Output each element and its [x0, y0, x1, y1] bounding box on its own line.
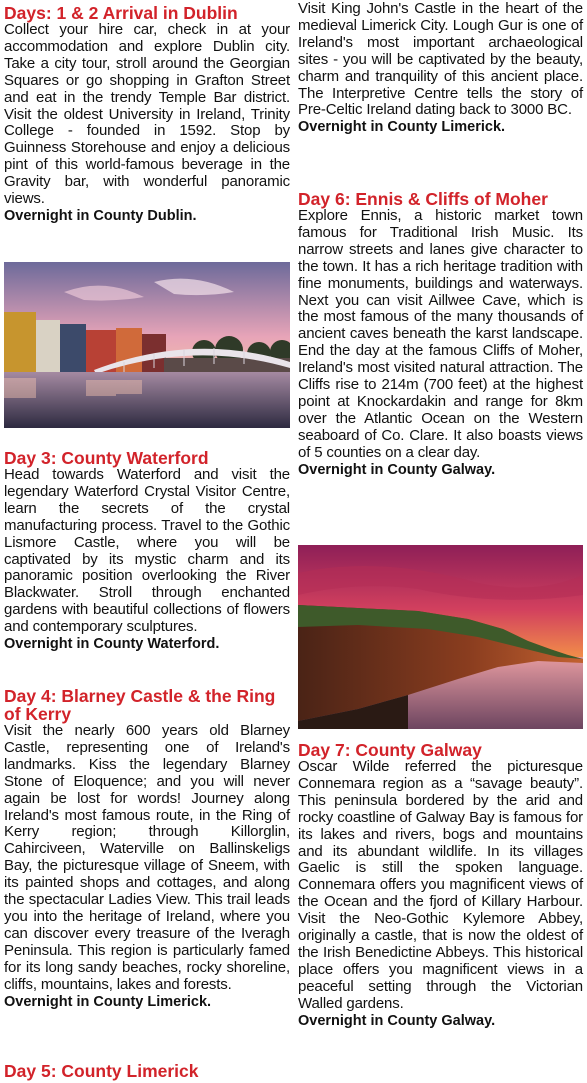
section-day-5-body [298, 1, 583, 136]
overnight-note: Overnight in County Galway. [298, 1012, 496, 1029]
section-day-6 [298, 190, 583, 479]
section-day-3 [4, 449, 290, 653]
cliffs-of-moher-photo [298, 545, 583, 729]
section-title: Day 5: County Limerick [4, 1061, 199, 1081]
overnight-note: Overnight in County Galway. [298, 461, 496, 478]
section-days-1-2 [4, 4, 290, 225]
section-body: Collect your hire car, check in at your accommodation and explore Dublin city. Take a city tour, stroll around the Georgian Squares or go shopping in Grafton Street and eat in the trendy Temple Bar district. Visit the oldest University in Ireland, Trinity College - founded in 1592. Stop by Guinness Storehouse and enjoy a delicious pint of this world-famous beverage in the Gravity bar, with wonderful panoramic views. [4, 21, 290, 208]
overnight-note: Overnight in County Waterford. [4, 636, 220, 653]
section-body: Oscar Wilde referred the picturesque Connemara region as a “savage beauty”. This peninsula bordered by the arid and rocky coastline of Galway Bay is famous for its lakes and rivers, bogs and mountains and its abundant wildlife. In its villages Gaelic is still the spoken language. Connemara offers you magnificent views of the Ocean and the fjord of Killary Harbour. Visit the Neo-Gothic Kylemore Abbey, originally a castle, that is now the oldest of the Irish Benedictine Abbeys. This historical place offers you magnificent views in a peaceful setting through the Victorian Walled gardens. [298, 758, 583, 1012]
section-body: Head towards Waterford and visit the legendary Waterford Crystal Visitor Centre, learn the secrets of the crystal manufacturing process. Travel to the Gothic Lismore Castle, where you will be captivated by its mystic charm and its panoramic position overlooking the River Blackwater. Stroll through enchanted gardens with beautiful collections of flowers and contemporary sculptures. [4, 466, 290, 636]
section-title: Days: 1 & 2 Arrival in Dublin [4, 3, 238, 23]
dublin-bridge-photo [4, 262, 290, 428]
section-title: Day 3: County Waterford [4, 448, 209, 468]
section-body: Visit the nearly 600 years old Blarney Castle, representing one of Ireland's landmarks. Kiss the legendary Blarney Stone of Eloquence; and you will never again be lost for words! Journey along Ireland's most famous route, in the Ring of Kerry region; through Killorglin, Cahirciveen, Waterville on Ballinskeligs Bay, the picturesque village of Sneem, with its painted shops and cottages, and along the spectacular Ladies View. This trail leads you into the heritage of Ireland, where you can discover every treasure of the Iveragh Peninsula. This region is particularly famed for its long sandy beaches, rocky shoreline, cliffs, mountains, lakes and forests. [4, 722, 290, 993]
overnight-note: Overnight in County Limerick. [4, 993, 212, 1010]
overnight-note: Overnight in County Dublin. [4, 207, 197, 224]
overnight-note: Overnight in County Limerick. [298, 119, 506, 136]
section-day-5-heading [4, 1062, 290, 1080]
section-title: Day 6: Ennis & Cliffs of Moher [298, 189, 548, 209]
section-body: Explore Ennis, a historic market town famous for Traditional Irish Music. Its narrow streets and lanes give character to the town. It has a rich heritage tradition with fine monuments, buildings and waterways. Next you can visit Aillwee Cave, which is the most famous of the many thousands of ancient caves beneath the karst landscape. End the day at the famous Cliffs of Moher, Ireland's most visited natural attraction. The Cliffs rise to 214m (700 feet) at the highest point at Knockardakin and range for 8km over the Atlantic Ocean on the Western seaboard of Co. Clare. It also boasts views of 5 counties on a clear day. [298, 207, 583, 461]
section-title: Day 7: County Galway [298, 740, 482, 760]
section-day-7 [298, 741, 583, 1030]
section-body: Visit King John's Castle in the heart of the medieval Limerick City. Lough Gur is one of Ireland's most important archaeological sites - you will be captivated by the beauty, charm and tranquility of this ancient place. The Interpretive Centre tells the story of Pre-Celtic Ireland dating back to 3000 BC. [298, 0, 583, 119]
section-day-4 [4, 687, 290, 1011]
section-title: Day 4: Blarney Castle & the Ring of Kerry [4, 686, 276, 724]
